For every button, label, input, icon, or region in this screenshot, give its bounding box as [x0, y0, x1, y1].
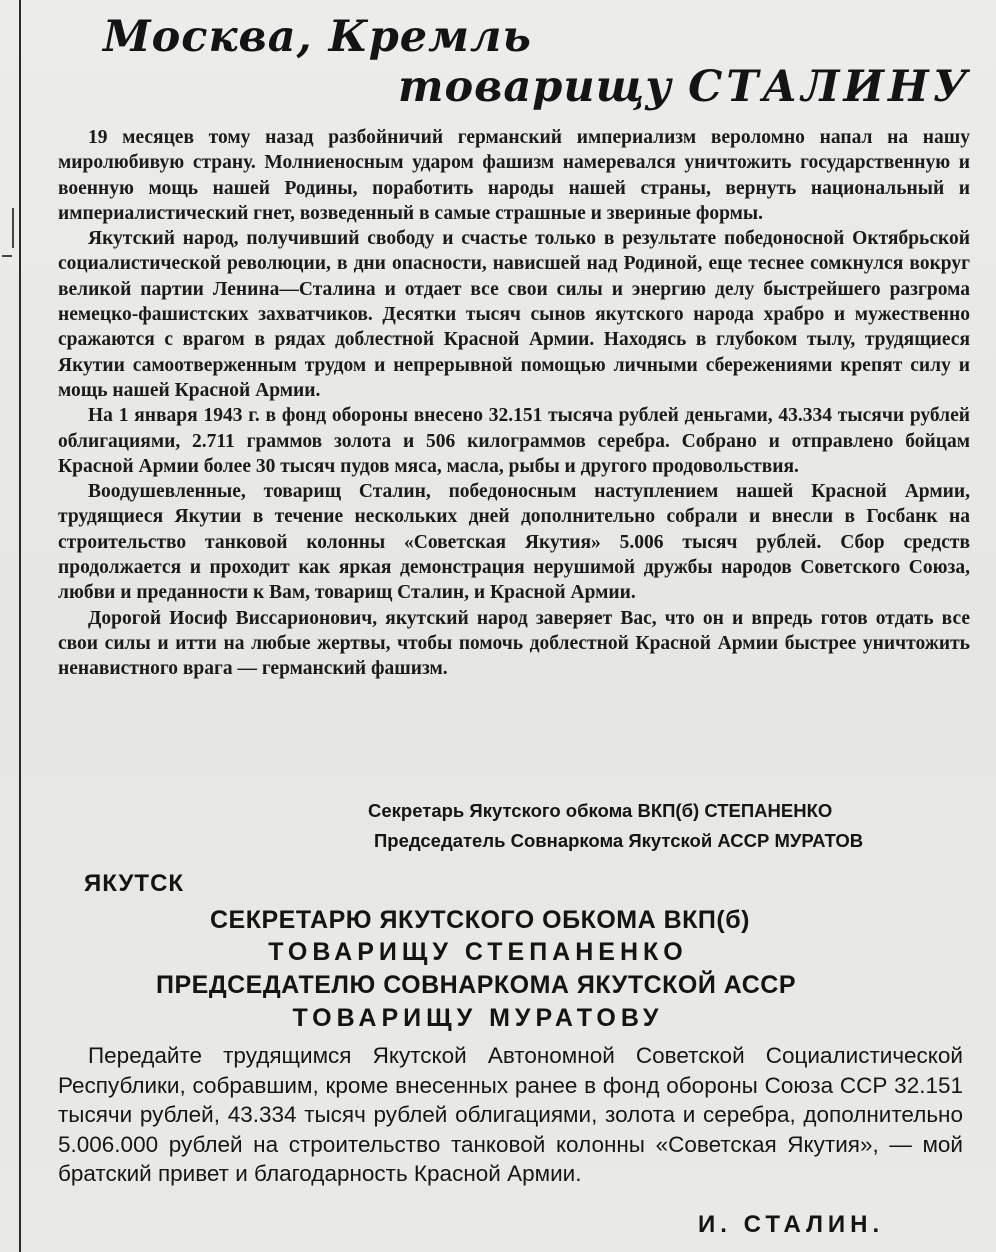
- reply-paragraph: Передайте трудящимся Якутской Автономной Советской Социалистической Республики, собравшим, кроме внесенных ранее в фонд обороны Союза ССР 32.151 тысячи рублей, 43.334 тысяч рублей облигациями, золота и серебра, дополнительно 5.006.000 рублей на строительство танковой колонны «Советская Якутия», — мой братский привет и благодарность Красной Армии.: [58, 1043, 963, 1187]
- salutation-city: Москва, Кремль: [103, 12, 532, 62]
- letter-paragraph-3: На 1 января 1943 г. в фонд обороны внесено 32.151 тысяча рублей деньгами, 43.334 тысячи рублей облигациями, 2.711 граммов золота и 506 килограммов серебра. Собрано и отправлено бойцам Красной Армии более 30 тысяч пудов мяса, масла, рыбы и другого продовольствия.: [58, 405, 970, 477]
- reply-body: [58, 1041, 963, 1189]
- letter-paragraph-1: 19 месяцев тому назад разбойничий германский империализм вероломно напал на нашу миролюбивую страну. Молниеносным ударом фашизм намеревался уничтожить государственную и военную мощь нашей Родины, поработить народы нашей страны, вернуть национальный и империалистический гнет, возведенный в самые страшные и звериные формы.: [58, 127, 970, 224]
- reply-signature: И. СТАЛИН.: [698, 1211, 885, 1238]
- reply-addressee-3: ПРЕДСЕДАТЕЛЮ СОВНАРКОМА ЯКУТСКОЙ АССР: [156, 971, 796, 999]
- column-rule: [19, 0, 21, 1252]
- letter-body: [58, 125, 970, 682]
- reply-city: ЯКУТСК: [84, 870, 185, 897]
- signature-secretary: Секретарь Якутского обкома ВКП(б) СТЕПАНЕНКО: [368, 800, 833, 821]
- letter-paragraph-4: Воодушевленные, товарищ Сталин, победоносным наступлением нашей Красной Армии, трудящиеся Якутии в течение нескольких дней дополнительно собрали и внесли в Госбанк на строительство танковой колонны «Советская Якутия» 5.006 тысяч рублей. Сбор средств продолжается и проходит как яркая демонстрация нерушимой дружбы народов Советского Союза, любви и преданности к Вам, товарищ Сталин, и Красной Армии.: [58, 481, 970, 604]
- left-edge-mark: [0, 208, 14, 248]
- reply-addressee-2: ТОВАРИЩУ СТЕПАНЕНКО: [268, 938, 688, 966]
- salutation-name: СТАЛИНУ: [688, 62, 972, 112]
- left-edge-tick: [2, 255, 12, 257]
- salutation-prefix: товарищу: [398, 62, 689, 112]
- salutation-recipient: [398, 62, 972, 112]
- letter-paragraph-2: Якутский народ, получивший свободу и счастье только в результате победоносной Октябрьской социалистической революции, в дни опасности, нависшей над Родиной, еще теснее сомкнулся вокруг великой партии Ленина—Сталина и отдает все свои силы и энергию делу быстрейшего разгрома немецко-фашистских захватчиков. Десятки тысяч сынов якутского народа храбро и мужественно сражаются с врагом в рядах доблестной Красной Армии. Находясь в глубоком тылу, трудящиеся Якутии самоотверженным трудом и непрерывной помощью личными сбережениями крепят силу и мощь нашей Красной Армии.: [58, 228, 970, 401]
- reply-addressee-4: ТОВАРИЩУ МУРАТОВУ: [292, 1004, 664, 1032]
- letter-paragraph-5: Дорогой Иосиф Виссарионович, якутский народ заверяет Вас, что он и впредь готов отдать все свои силы и итти на любые жертвы, чтобы помочь доблестной Красной Армии быстрее уничтожить ненавистного врага — германский фашизм.: [58, 607, 970, 680]
- signature-chairman: Председатель Совнаркома Якутской АССР МУРАТОВ: [374, 830, 864, 851]
- letter-signatures: [368, 796, 863, 856]
- reply-addressee-1: СЕКРЕТАРЮ ЯКУТСКОГО ОБКОМА ВКП(б): [210, 906, 750, 934]
